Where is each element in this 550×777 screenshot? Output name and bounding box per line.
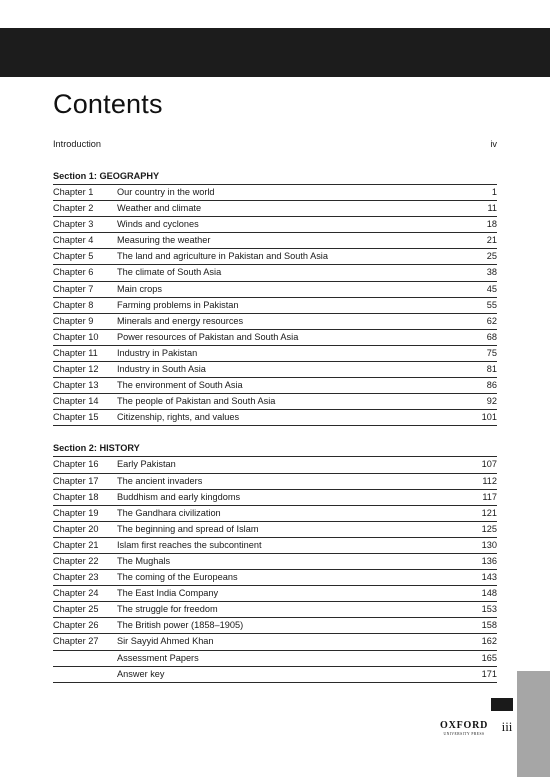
footer-black-block bbox=[491, 698, 513, 711]
chapter-page: 162 bbox=[481, 636, 497, 647]
chapter-number: Chapter 16 bbox=[53, 459, 99, 470]
toc-row[interactable] bbox=[53, 634, 497, 650]
chapter-number: Chapter 23 bbox=[53, 572, 99, 583]
chapter-number: Chapter 20 bbox=[53, 523, 99, 534]
chapter-page: 38 bbox=[486, 267, 497, 278]
chapter-number: Chapter 6 bbox=[53, 267, 94, 278]
chapter-title: Buddhism and early kingdoms bbox=[117, 491, 241, 502]
chapter-page: 117 bbox=[482, 491, 497, 502]
chapter-title: Winds and cyclones bbox=[117, 219, 199, 230]
chapter-title: Weather and climate bbox=[117, 203, 202, 214]
chapter-page: 158 bbox=[481, 620, 497, 631]
chapter-title: Islam first reaches the subcontinent bbox=[117, 539, 262, 550]
chapter-page: 112 bbox=[482, 475, 497, 486]
introduction-page: iv bbox=[490, 139, 497, 149]
chapter-number: Chapter 8 bbox=[53, 299, 94, 310]
chapter-number: Chapter 1 bbox=[53, 187, 94, 197]
chapter-number: Chapter 3 bbox=[53, 219, 94, 230]
chapter-number: Chapter 26 bbox=[53, 620, 99, 631]
toc-row[interactable] bbox=[53, 522, 497, 538]
chapter-title: The land and agriculture in Pakistan and South Asia bbox=[117, 251, 328, 262]
page-title: Contents bbox=[53, 89, 163, 119]
chapter-title: Industry in Pakistan bbox=[117, 347, 198, 358]
introduction-label: Introduction bbox=[53, 139, 102, 149]
chapter-number: Chapter 13 bbox=[53, 380, 99, 391]
toc-row[interactable] bbox=[53, 298, 497, 314]
chapter-title: Answer key bbox=[117, 668, 165, 679]
chapter-page: 81 bbox=[486, 364, 497, 375]
chapter-title: The coming of the Europeans bbox=[117, 572, 238, 583]
toc-row[interactable] bbox=[53, 249, 497, 265]
chapter-number: Chapter 24 bbox=[53, 588, 99, 599]
chapter-page: 62 bbox=[486, 315, 497, 326]
toc-row[interactable] bbox=[53, 265, 497, 281]
chapter-number: Chapter 27 bbox=[53, 636, 99, 647]
chapter-number: Chapter 5 bbox=[53, 251, 94, 262]
chapter-page: 75 bbox=[486, 347, 497, 358]
section-heading-history: Section 2: HISTORY bbox=[53, 443, 140, 454]
chapter-number: Chapter 17 bbox=[53, 475, 99, 486]
chapter-page: 68 bbox=[486, 331, 497, 342]
chapter-title: The people of Pakistan and South Asia bbox=[117, 396, 276, 407]
footer-grey-tab bbox=[517, 671, 550, 777]
chapter-page: 21 bbox=[486, 235, 497, 246]
toc-row[interactable] bbox=[53, 570, 497, 586]
toc-row[interactable] bbox=[53, 538, 497, 554]
chapter-page: 136 bbox=[481, 555, 497, 566]
chapter-title: Main crops bbox=[117, 283, 162, 294]
chapter-title: The ancient invaders bbox=[117, 475, 203, 486]
toc-row[interactable] bbox=[53, 201, 497, 217]
chapter-title: Our country in the world bbox=[117, 187, 215, 197]
chapter-title: Industry in South Asia bbox=[117, 364, 206, 375]
toc-row[interactable] bbox=[53, 490, 497, 506]
toc-row[interactable] bbox=[53, 185, 497, 201]
chapter-number: Chapter 25 bbox=[53, 604, 99, 615]
toc-row[interactable] bbox=[53, 394, 497, 410]
introduction-entry[interactable] bbox=[53, 136, 497, 152]
toc-row[interactable] bbox=[53, 506, 497, 522]
toc-row[interactable] bbox=[53, 667, 497, 683]
page-number: iii bbox=[501, 719, 513, 734]
chapter-title: The Mughals bbox=[117, 555, 171, 566]
chapter-number: Chapter 18 bbox=[53, 491, 99, 502]
chapter-title: Power resources of Pakistan and South Asia bbox=[117, 331, 299, 342]
chapter-page: 130 bbox=[481, 539, 497, 550]
chapter-title: Minerals and energy resources bbox=[117, 315, 244, 326]
chapter-number: Chapter 15 bbox=[53, 412, 99, 423]
chapter-title: Measuring the weather bbox=[117, 235, 211, 246]
toc-row[interactable] bbox=[53, 346, 497, 362]
chapter-number: Chapter 14 bbox=[53, 396, 99, 407]
chapter-page: 86 bbox=[486, 380, 497, 391]
chapter-number bbox=[53, 667, 117, 682]
toc-row[interactable] bbox=[53, 314, 497, 330]
chapter-title: Farming problems in Pakistan bbox=[117, 299, 239, 310]
chapter-number: Chapter 4 bbox=[53, 235, 94, 246]
chapter-page: 101 bbox=[481, 412, 497, 423]
chapter-title: The British power (1858–1905) bbox=[117, 620, 244, 631]
chapter-page: 18 bbox=[486, 219, 497, 230]
chapter-title: The environment of South Asia bbox=[117, 380, 243, 391]
chapter-number: Chapter 7 bbox=[53, 283, 94, 294]
toc-row[interactable] bbox=[53, 457, 497, 473]
geography-chapter-list bbox=[53, 184, 497, 426]
chapter-number: Chapter 11 bbox=[53, 347, 98, 358]
chapter-number: Chapter 10 bbox=[53, 331, 99, 342]
oxford-logo: OXFORD UNIVERSITY PRESS bbox=[440, 720, 489, 736]
toc-row[interactable] bbox=[53, 554, 497, 570]
toc-row[interactable] bbox=[53, 282, 497, 298]
chapter-title: The Gandhara civilization bbox=[117, 507, 221, 518]
chapter-number: Chapter 9 bbox=[53, 315, 94, 326]
chapter-page: 92 bbox=[486, 396, 497, 407]
chapter-title: The climate of South Asia bbox=[117, 267, 222, 278]
chapter-page: 143 bbox=[481, 572, 497, 583]
chapter-title: Assessment Papers bbox=[117, 652, 199, 663]
toc-row[interactable] bbox=[53, 362, 497, 378]
history-chapter-list bbox=[53, 456, 497, 682]
header-band bbox=[0, 28, 550, 77]
toc-row[interactable] bbox=[53, 586, 497, 602]
toc-row[interactable] bbox=[53, 474, 497, 490]
toc-row[interactable] bbox=[53, 378, 497, 394]
toc-row[interactable] bbox=[53, 618, 497, 634]
chapter-title: The East India Company bbox=[117, 588, 219, 599]
chapter-title: Citizenship, rights, and values bbox=[117, 412, 240, 423]
chapter-number: Chapter 12 bbox=[53, 364, 99, 375]
toc-row[interactable] bbox=[53, 602, 497, 618]
chapter-number: Chapter 21 bbox=[53, 539, 99, 550]
chapter-title: The beginning and spread of Islam bbox=[117, 523, 259, 534]
toc-row[interactable] bbox=[53, 330, 497, 346]
toc-row[interactable] bbox=[53, 410, 497, 426]
chapter-title: The struggle for freedom bbox=[117, 604, 218, 615]
chapter-number: Chapter 22 bbox=[53, 555, 99, 566]
toc-row[interactable] bbox=[53, 217, 497, 233]
chapter-number bbox=[53, 651, 117, 666]
chapter-page: 148 bbox=[481, 588, 497, 599]
chapter-page: 171 bbox=[481, 668, 497, 679]
chapter-page: 55 bbox=[486, 299, 497, 310]
chapter-number: Chapter 19 bbox=[53, 507, 99, 518]
chapter-number: Chapter 2 bbox=[53, 203, 94, 214]
chapter-page: 45 bbox=[486, 283, 497, 294]
chapter-page: 165 bbox=[481, 652, 497, 663]
table-of-contents bbox=[53, 136, 497, 683]
toc-row[interactable] bbox=[53, 651, 497, 667]
chapter-page: 1 bbox=[491, 187, 497, 197]
chapter-page: 107 bbox=[481, 459, 497, 470]
chapter-page: 25 bbox=[486, 251, 497, 262]
toc-row[interactable] bbox=[53, 233, 497, 249]
chapter-page: 11 bbox=[487, 203, 497, 214]
chapter-title: Sir Sayyid Ahmed Khan bbox=[117, 636, 214, 647]
chapter-page: 121 bbox=[481, 507, 497, 518]
section-heading-geography: Section 1: GEOGRAPHY bbox=[53, 171, 160, 181]
chapter-page: 153 bbox=[481, 604, 497, 615]
chapter-title: Early Pakistan bbox=[117, 459, 176, 470]
chapter-page: 125 bbox=[481, 523, 497, 534]
